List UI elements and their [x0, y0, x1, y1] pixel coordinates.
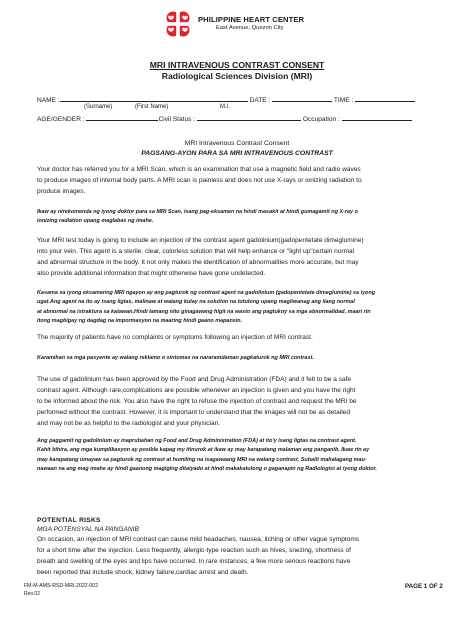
civil-status-label: Civil Status : [158, 116, 196, 123]
text-line: Kahit bihira, ang mga kumplikasyon ay posible kapag my itinurok at ikaw ay may karapatang malaman ang panganib. Ikaw rin ay [37, 447, 370, 454]
surname-sublabel: (Surname) [84, 104, 113, 110]
paragraph-contrast-agent [37, 236, 442, 280]
text-line: breath and swelling of the eyes and lips have occurred. In rare instances, a few more serious reactions have [37, 557, 351, 565]
age-gender-field[interactable] [86, 114, 158, 121]
text-line: at abnormal na istraktura sa katawan.Hindi lamang nito ginagawang higit na wasto ang pagtukoy sa mga abnormalidad, maari rin [37, 308, 371, 315]
paragraph-mri-intro [37, 165, 442, 198]
text-line: into your vein. This agent is a sterile, clear, colorless solution that will help enhance or "light up"certain normal [37, 247, 355, 255]
text-line: for a short time after the injection. Less frequently, allergic-type reaction such as hives, snezing, shortness of [37, 546, 351, 554]
text-line: Your doctor has referred you for a MRI Scan, which is an examination that use a magnetic field and radio waves [37, 166, 361, 173]
text-line: to be informed about the risk. You also have the right to refuse the injection of contrast and request the MRI be [37, 397, 357, 405]
date-label: DATE : [249, 97, 271, 104]
text-line: ionizing radiation upang maglabas ng imahe. [37, 218, 154, 225]
consent-heading-filipino: PAGSANG-AYON PARA SA MRI INTRAVENOUS CONTRAST [141, 150, 333, 157]
text-line: and may not be as helpful to the radiologist and your physician. [37, 419, 221, 427]
text-line: On occasion, an injection of MRI contrast can cause mild headaches, nausea, itching or other vague symptoms [37, 536, 360, 543]
text-line: itong magbigay ng dagdag na impormasyon na maaring hindi gaano mapansin. [37, 318, 243, 325]
potential-risks-heading: POTENTIAL RISKS [37, 517, 101, 524]
text-line: and abnormal structure in the body. It not only makes the identification of abnormalities more accurate, but may [37, 258, 359, 266]
text-line: The majority of patients have no complaints or symptoms following an injection of MRI contrast. [37, 334, 313, 341]
text-line: been reported that include shock, kidney failure,cardiac arrest and death. [37, 568, 249, 576]
date-field[interactable] [272, 95, 332, 102]
text-line: Ikaw ay nirekomenda ng iyong doktor para sa MRI Scan, isang pag-eksamen na hindi masakit at hindi gumagamit ng X-ray o [37, 209, 358, 215]
paragraph-majority [37, 333, 442, 344]
age-row [37, 114, 412, 123]
paragraph-contrast-agent-filipino [37, 289, 442, 327]
document-title: MRI INTRAVENOUS CONTRAST CONSENT [149, 60, 325, 70]
mi-sublabel: M.I. [220, 104, 230, 110]
text-line: Karamihan sa mga pasyente ay walang reklamo o sintomas na nararamdaman pagkaturok ng MRI contrast. [37, 355, 314, 361]
text-line: to produce images of internal body parts. A MRI scan is painless and does not use X-rays or ionizing radiation to [37, 176, 362, 184]
civil-status-field[interactable] [197, 114, 301, 121]
form-code: FM-M-AMS-RSD-MRI-2022-002 [24, 583, 99, 589]
paragraph-fda-approval-filipino [37, 437, 442, 475]
division-title: Radiological Sciences Division (MRI) [161, 71, 313, 81]
text-line: performed without the contrast. However, it is important to understand that the images will not be as detailed [37, 408, 350, 416]
paragraph-majority-filipino [37, 354, 442, 363]
text-line: also provide additional information that might otherwise have gone undetected. [37, 269, 266, 277]
org-name: PHILIPPINE HEART CENTER [198, 15, 305, 24]
text-line: produce images. [37, 187, 86, 195]
paragraph-risks [37, 535, 442, 579]
text-line: Kasama sa iyong eksamenng MRI ngayon ay ang pagturok ng contrast agent na gadolinium (gadopentetate dimeglumine) sa iyong [37, 290, 376, 296]
firstname-sublabel: (First Name) [135, 104, 169, 110]
red-cross-hearts-logo-icon [163, 9, 193, 39]
name-row [37, 95, 415, 104]
potential-risks-heading-filipino: MGA POTENSYAL NA PANGANIB [37, 526, 139, 533]
occupation-label: Occupation : [302, 116, 340, 123]
org-address: East Avenue, Quezon City [216, 25, 284, 31]
text-line: may karapatang umayaw sa pagturok ng contrast at humiling na isagawaang MRI na walang contrast. Subalit mahalagang mau- [37, 456, 367, 463]
text-line: Your MRI test today is going to include an injection of the contrast agent gadolinium(gadopentetate dimeglumine) [37, 237, 364, 244]
time-label: TIME : [333, 97, 354, 104]
time-field[interactable] [355, 95, 415, 102]
occupation-field[interactable] [342, 114, 412, 121]
name-field[interactable] [60, 95, 248, 102]
text-line: Ang paggamit ng gadolinium ay inaprubahan ng Food and Drug Administration (FDA) at ito'y isang ligtas na contrast agent. [37, 438, 357, 444]
age-gender-label: AGE/GENDER : [37, 116, 85, 123]
paragraph-mri-intro-filipino [37, 208, 442, 227]
text-line: contrast agent. Although rare,complications are possible whenever an injection is given and you have the right [37, 386, 356, 394]
form-revision: Rev.02 [24, 591, 41, 597]
text-line: ugat.Ang agent na ito ay isang ligtas, malinaw at walang kulay na solution na tutulong upang magliwanag ang ilang normal [37, 299, 355, 306]
name-label: NAME : [37, 97, 60, 104]
page-number: PAGE 1 OF 2 [405, 583, 443, 590]
text-line: The use of gadolinium has been approved by the Food and Drug Administration (FDA) and it felt to be a safe [37, 376, 352, 383]
text-line: nawaan na ang mag imahe ay hindi gaanong magiging ditalyado at hindi makakatulong o gaganapin ng Radiologist at iyong doktor. [37, 466, 377, 473]
paragraph-fda-approval [37, 375, 442, 430]
consent-heading: MRI Intravenous Contrast Consent [184, 140, 290, 147]
